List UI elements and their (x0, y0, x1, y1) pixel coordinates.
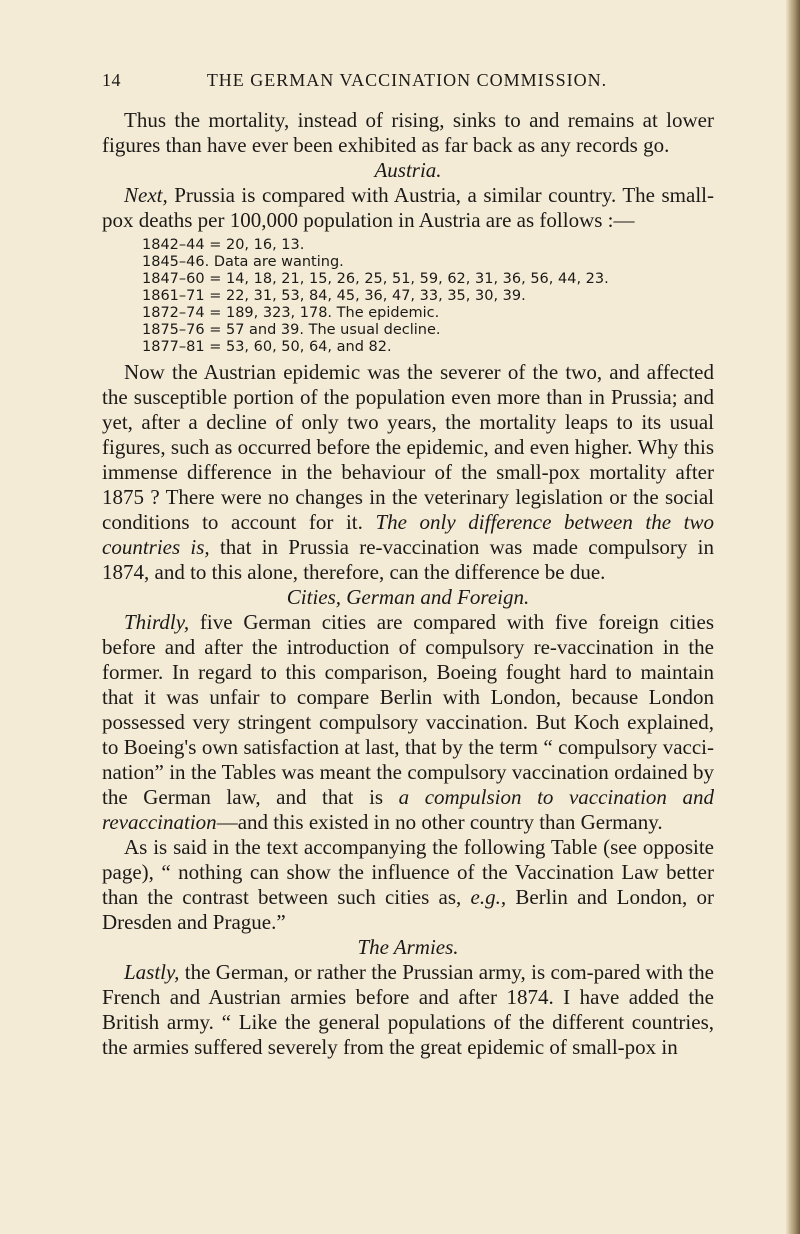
lead-next: Next, (124, 183, 168, 207)
paragraph-text: Now the Austrian epidemic was the severer of the two, and affected the susceptible portion of the population even more than in Prussia; and yet, after a decline of only two years, the mortality leaps to its usual figures, such as occurred before the epidemic, and even higher. Why this immense difference in the behaviour of the small-pox mortality after 1875 ? There were no changes in the veterinary legislation or the social conditions to account for it. (102, 360, 714, 534)
table-row: 1875–76 = 57 and 39. The usual decline. (142, 322, 441, 338)
paragraph-text: As is said in the text accompanying the following Table (see opposite page), “ nothing can show the influence of the Vaccination Law better than the contrast between such cities as, (102, 835, 714, 909)
paragraph-mortality: Thus the mortality, instead of rising, sinks to and remains at lower figures than have ever been exhibited as far back as any records go. (102, 108, 714, 157)
table-row: 1861–71 = 22, 31, 53, 84, 45, 36, 47, 33, 35, 30, 39. (142, 288, 526, 304)
paragraph-text: the German, or rather the Prussian army, is com-pared with the French and Austrian armies before and after 1874. I have added the British army. “ Like the general populations of the different countries, the armies suffered severely from the great epidemic of small-pox in (102, 960, 714, 1059)
emphasis-compulsion: a compulsion to vaccination and revaccination (102, 785, 714, 834)
page-body (102, 108, 714, 1060)
lead-thirdly: Thirdly, (124, 610, 190, 634)
paragraph-text: —and this existed in no other country than Germany. (216, 810, 663, 834)
paragraph-cities (102, 610, 714, 835)
paragraph-austrian-epidemic (102, 360, 714, 585)
paragraph-austria (102, 183, 714, 233)
table-row: 1845–46. Data are wanting. (142, 254, 344, 270)
running-title: THE GERMAN VACCINATION COMMISSION. (206, 70, 608, 90)
page-edge (786, 0, 800, 1234)
running-header (102, 70, 712, 98)
paragraph-text: that in Prussia re-vaccination was made compulsory in 1874, and to this alone, therefore, can the difference be due. (102, 535, 714, 584)
emphasis-eg: e.g., (470, 885, 507, 909)
heading-austria: Austria. (374, 158, 442, 182)
table-row: 1872–74 = 189, 323, 178. The epidemic. (142, 305, 440, 321)
paragraph-text: Berlin and London, or Dresden and Prague.” (102, 885, 714, 934)
paragraph-austria-text: Prussia is compared with Austria, a similar country. The small-pox deaths per 100,000 population in Austria are as follows :— (102, 183, 714, 232)
page-number: 14 (102, 70, 121, 90)
austria-deaths-table (142, 237, 714, 356)
paragraph-text: five German cities are compared with five foreign cities before and after the introduction of compulsory re-vaccination in the former. In regard to this comparison, Boeing fought hard to maintain that it was unfair to compare Berlin with London, because London possessed very stringent compulsory vaccination. But Koch explained, to Boeing's own satisfaction at last, that by the term “ compulsory vacci-nation” in the Tables was meant the compulsory vaccination ordained by the German law, and that is (102, 610, 714, 809)
heading-cities: Cities, German and Foreign. (286, 585, 530, 609)
paragraph-table-text (102, 835, 714, 935)
lead-lastly: Lastly, (124, 960, 180, 984)
emphasis-only-difference: The only difference between the two countries is, (102, 510, 714, 559)
paragraph-armies (102, 960, 714, 1060)
heading-armies: The Armies. (357, 935, 459, 959)
table-row: 1877–81 = 53, 60, 50, 64, and 82. (142, 339, 392, 355)
table-row: 1842–44 = 20, 16, 13. (142, 237, 305, 253)
table-row: 1847–60 = 14, 18, 21, 15, 26, 25, 51, 59, 62, 31, 36, 56, 44, 23. (142, 271, 609, 287)
